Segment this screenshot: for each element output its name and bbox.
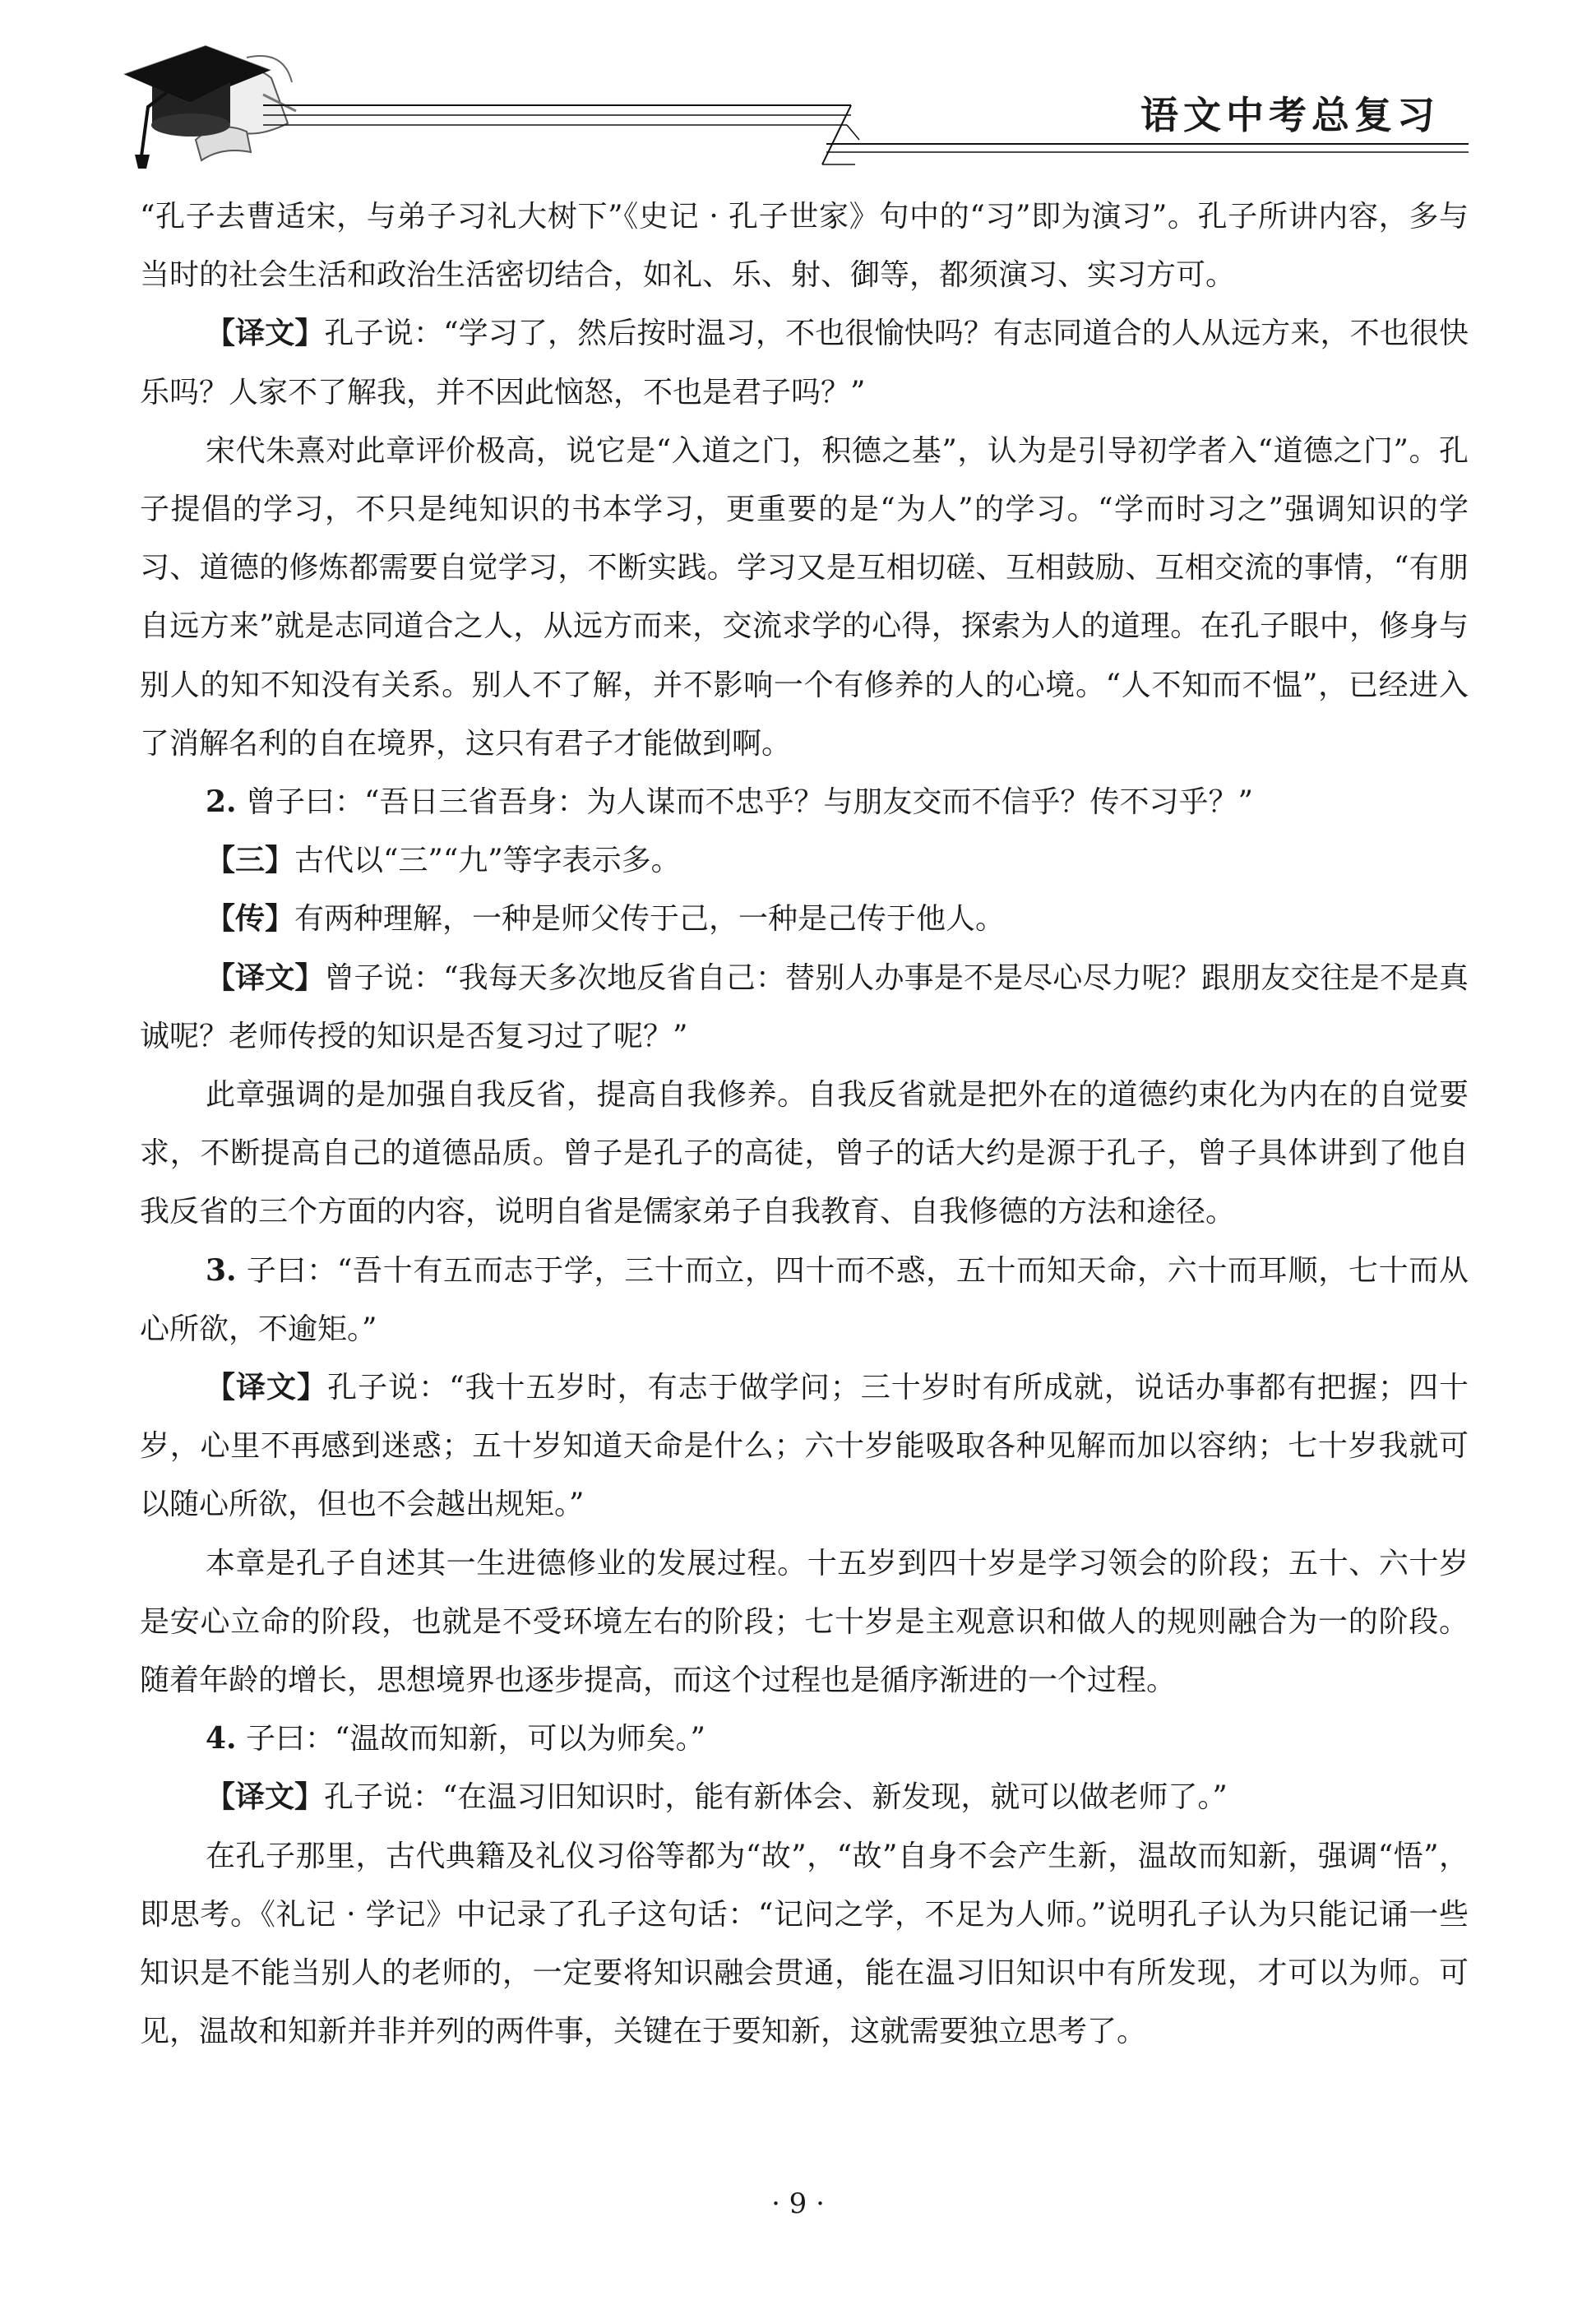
translation-label: 【译文】 [206, 317, 325, 351]
paragraph: 2. 曾子曰：“吾日三省吾身：为人谋而不忠乎？与朋友交而不信乎？传不习乎？” [206, 784, 1253, 820]
page-number: · 9 · [771, 2187, 825, 2220]
term-label: 【三】 [206, 844, 295, 878]
paragraph: 【三】古代以“三”“九”等字表示多。 [206, 844, 681, 878]
item-number: 2. [206, 784, 237, 820]
paragraph: 【译文】曾子说：“我每天多次地反省自己：替别人办事是不是尽心尽力呢？跟朋友交往是不是真诚呢？老师传授的知识是否复习过了呢？” [140, 960, 1469, 1053]
paragraph: 【译文】孔子说：“在温习旧知识时，能有新体会、新发现，就可以做老师了。” [206, 1780, 1228, 1815]
item-number: 4. [206, 1721, 237, 1756]
paragraph: 3. 子曰：“吾十有五而志于学，三十而立，四十而不惑，五十而知天命，六十而耳顺，七十而从心所欲，不逾矩。” [140, 1252, 1469, 1346]
page-header [0, 0, 1596, 181]
body-text [140, 187, 1469, 2062]
paragraph: 本章是孔子自述其一生进德修业的发展过程。十五岁到四十岁是学习领会的阶段；五十、六十岁是安心立命的阶段，也就是不受环境左右的阶段；七十岁是主观意识和做人的规则融合为一的阶段。随着年龄的增长，思想境界也逐步提高，而这个过程也是循序渐进的一个过程。 [140, 1546, 1469, 1698]
paragraph: 【传】有两种理解，一种是师父传于己，一种是己传于他人。 [206, 902, 1006, 937]
item-number: 3. [206, 1252, 237, 1288]
translation-label: 【译文】 [206, 1371, 328, 1405]
paragraph: “孔子去曹适宋，与弟子习礼大树下”《史记 · 孔子世家》句中的“习”即为演习”。孔子所讲内容，多与当时的社会生活和政治生活密切结合，如礼、乐、射、御等，都须演习、实习方可。 [140, 200, 1469, 293]
paragraph: 4. 子曰：“温故而知新，可以为师矣。” [206, 1721, 705, 1756]
paragraph: 在孔子那里，古代典籍及礼仪习俗等都为“故”，“故”自身不会产生新，温故而知新，强调“悟”，即思考。《礼记 · 学记》中记录了孔子这句话：“记问之学，不足为人师。”说明孔子认为只能记诵一些知识是不能当别人的老师的，一定要将知识融会贯通，能在温习旧知识中有所发现，才可以为师。可见，温故和知新并非并列的两件事，关键在于要知新，这就需要独立思考了。 [140, 1839, 1469, 2049]
paragraph: 此章强调的是加强自我反省，提高自我修养。自我反省就是把外在的道德约束化为内在的自觉要求，不断提高自己的道德品质。曾子是孔子的高徒，曾子的话大约是源于孔子，曾子具体讲到了他自我反省的三个方面的内容，说明自省是儒家弟子自我教育、自我修德的方法和途径。 [140, 1078, 1469, 1229]
translation-label: 【译文】 [206, 1780, 325, 1815]
translation-label: 【译文】 [206, 960, 325, 995]
header-title: 语文中考总复习 [1140, 93, 1440, 137]
paragraph: 宋代朱熹对此章评价极高，说它是“入道之门，积德之基”，认为是引导初学者入“道德之门”。孔子提倡的学习，不只是纯知识的书本学习，更重要的是“为人”的学习。“学而时习之”强调知识的学习、道德的修炼都需要自觉学习，不断实践。学习又是互相切磋、互相鼓励、互相交流的事情，“有朋自远方来”就是志同道合之人，从远方而来，交流求学的心得，探索为人的道理。在孔子眼中，修身与别人的知不知没有关系。别人不了解，并不影响一个有修养的人的心境。“人不知而不愠”，已经进入了消解名利的自在境界，这只有君子才能做到啊。 [140, 433, 1469, 761]
term-label: 【传】 [206, 902, 295, 937]
paragraph: 【译文】孔子说：“学习了，然后按时温习，不也很愉快吗？有志同道合的人从远方来，不也很快乐吗？人家不了解我，并不因此恼怒，不也是君子吗？” [140, 317, 1469, 410]
paragraph: 【译文】孔子说：“我十五岁时，有志于做学问；三十岁时有所成就，说话办事都有把握；四十岁，心里不再感到迷惑；五十岁知道天命是什么；六十岁能吸取各种见解而加以容纳；七十岁我就可以随心所欲，但也不会越出规矩。” [140, 1371, 1469, 1522]
